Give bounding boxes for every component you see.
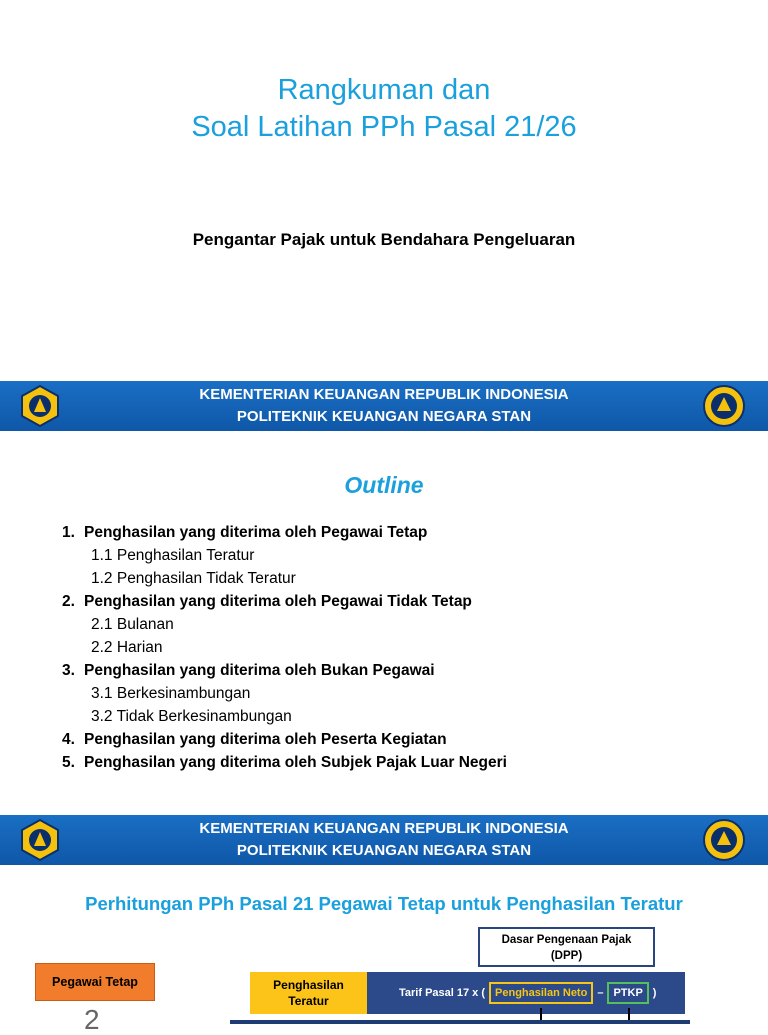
outline-subitem bbox=[62, 682, 742, 705]
ptkp-label: PTKP bbox=[607, 982, 648, 1004]
outline-item-text: 3.1 Berkesinambungan bbox=[91, 685, 251, 702]
penghasilan-teratur-box bbox=[250, 972, 367, 1014]
dpp-label-line1: Dasar Pengenaan Pajak bbox=[501, 934, 632, 946]
bottom-bar bbox=[230, 1020, 690, 1024]
outline-item-number: 5. bbox=[62, 754, 75, 771]
outline-item-text: Penghasilan yang diterima oleh Pegawai Tidak Tetap bbox=[84, 593, 472, 610]
outline-title: Outline bbox=[344, 472, 424, 498]
minus-sign: – bbox=[597, 987, 604, 999]
penghasilan-neto-label: Penghasilan Neto bbox=[489, 982, 593, 1004]
dpp-box bbox=[478, 927, 655, 967]
banner-line1: KEMENTERIAN KEUANGAN REPUBLIK INDONESIA bbox=[199, 386, 569, 403]
outline-item bbox=[62, 751, 742, 774]
slide-title bbox=[0, 72, 768, 146]
banner-line1: KEMENTERIAN KEUANGAN REPUBLIK INDONESIA bbox=[199, 820, 569, 837]
banner-line2: POLITEKNIK KEUANGAN NEGARA STAN bbox=[236, 408, 532, 425]
outline-subitem bbox=[62, 705, 742, 728]
institution-banner-2 bbox=[0, 815, 768, 865]
slide-title-line1: Rangkuman dan bbox=[277, 74, 491, 106]
institution-banner bbox=[0, 381, 768, 431]
outline-item bbox=[62, 659, 742, 682]
outline-item-text: Penghasilan yang diterima oleh Peserta Kegiatan bbox=[84, 731, 447, 748]
close-paren: ) bbox=[652, 987, 657, 999]
outline-item-text: Penghasilan yang diterima oleh Subjek Pajak Luar Negeri bbox=[84, 754, 507, 771]
penghasilan-line2: Teratur bbox=[288, 994, 329, 1008]
outline-item-number: 2. bbox=[62, 593, 75, 610]
outline-item-text: 2.2 Harian bbox=[91, 639, 163, 656]
outline-item-number: 3. bbox=[62, 662, 75, 679]
tarif-formula-box bbox=[367, 972, 685, 1014]
outline-item bbox=[62, 728, 742, 751]
outline-item-number: 4. bbox=[62, 731, 75, 748]
outline-subitem bbox=[62, 567, 742, 590]
tarif-prefix: Tarif Pasal 17 x ( bbox=[399, 987, 486, 999]
outline-item-text: 3.2 Tidak Berkesinambungan bbox=[91, 708, 292, 725]
banner-line2: POLITEKNIK KEUANGAN NEGARA STAN bbox=[236, 842, 532, 859]
outline-subitem bbox=[62, 613, 742, 636]
outline-item bbox=[62, 590, 742, 613]
slide-title-line2: Soal Latihan PPh Pasal 21/26 bbox=[191, 111, 577, 143]
outline-subitem bbox=[62, 636, 742, 659]
calc-title: Perhitungan PPh Pasal 21 Pegawai Tetap untuk Penghasilan Teratur bbox=[85, 893, 683, 914]
outline-item-text: 2.1 Bulanan bbox=[91, 616, 174, 633]
outline-list bbox=[62, 521, 742, 774]
outline-item-text: Penghasilan yang diterima oleh Bukan Pegawai bbox=[84, 662, 435, 679]
number-peek: 2 bbox=[84, 1004, 100, 1035]
penghasilan-line1: Penghasilan bbox=[273, 978, 344, 992]
outline-item bbox=[62, 521, 742, 544]
outline-item-text: 1.2 Penghasilan Tidak Teratur bbox=[91, 570, 296, 587]
outline-item-text: 1.1 Penghasilan Teratur bbox=[91, 547, 255, 564]
pegawai-tetap-box: Pegawai Tetap bbox=[35, 963, 155, 1001]
outline-subitem bbox=[62, 544, 742, 567]
stan-emblem-icon bbox=[702, 818, 746, 862]
outline-item-text: Penghasilan yang diterima oleh Pegawai Tetap bbox=[84, 524, 428, 541]
stan-emblem-icon bbox=[702, 384, 746, 428]
dpp-label-line2: (DPP) bbox=[550, 950, 583, 962]
slide-subtitle: Pengantar Pajak untuk Bendahara Pengeluaran bbox=[192, 230, 576, 249]
outline-item-number: 1. bbox=[62, 524, 75, 541]
